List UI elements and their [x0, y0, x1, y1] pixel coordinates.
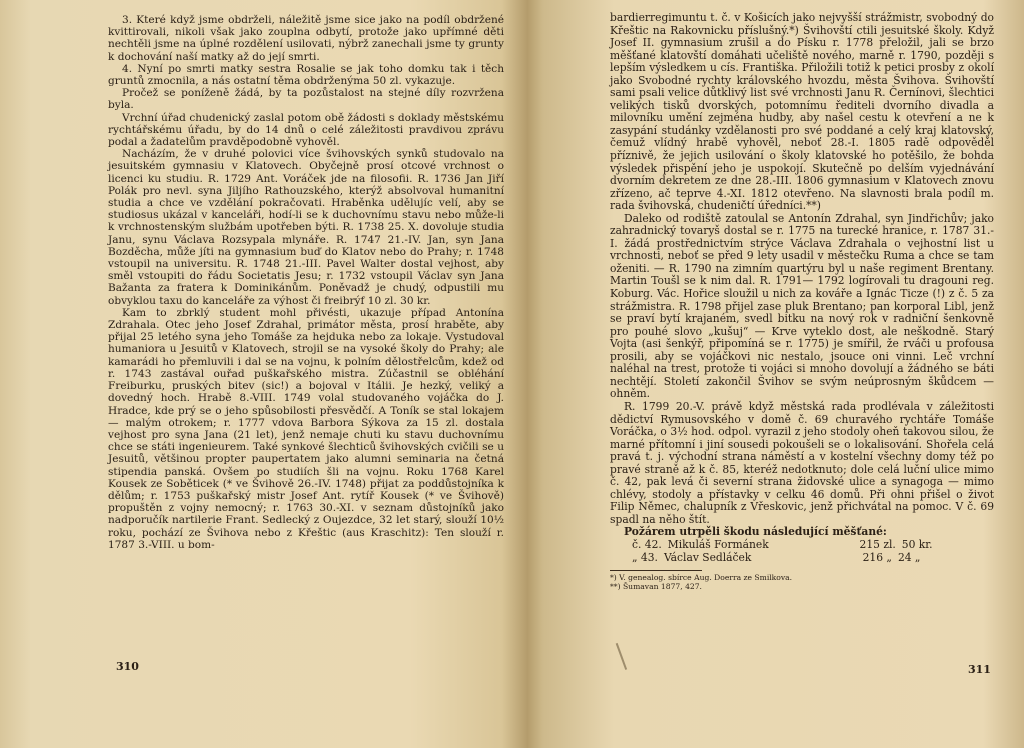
damage-row	[610, 539, 994, 552]
paragraph: 4. Nyní po smrti matky sestra Rosalie se jak toho domku tak i těch gruntů zmocnila, a nás ostatní těma obdrženýma 50 zl. vykazuje.	[108, 62, 504, 88]
paragraph: 3. Které když jsme obdrželi, náležitě jsme sice jako na podíl obdržené kvittirovali, nikoli však jako zouplna odbytí, protože jako upřímné děti nechtěli jsme na úplné rozdělení usilovati, nýbrž zanechali jsme ty grunty k dochování naší matky až do její smrti.	[108, 14, 504, 63]
footnote: *) V. genealog. sbírce Aug. Doerra ze Smilkova.	[610, 573, 793, 583]
page-number-left: 310	[116, 660, 139, 673]
footnote: **) Šumavan 1877, 427.	[610, 582, 702, 592]
damage-kr: 50 kr.	[901, 537, 933, 551]
damage-kr: 24 „	[897, 550, 921, 564]
paragraph: Kam to zbrklý student mohl přivésti, ukazuje případ Antonína Zdrahala. Otec jeho Josef Zdrahal, primátor města, prosí hraběte, aby přijal 25 letého syna jeho Tomáše za hejduka nebo za lokaje. Vystudoval humaniora u Jesuitů v Klatovech, strojil se na vysoké školy do Prahy; ale kamarádi ho přemluvili i dal se na vojnu, k polním dělostřelcům, kdež od r. 1743 zastával ouřad puškařského mistra. Zúčastnil se obléhání Freiburku, pruských bitev (sic!) a bojoval v Itálii. Je hezký, veliký a dovedný hoch. Hrabě 8.-VIII. 1749 volal studovaného vojáčka do J. Hradce, kde prý se o jeho spůsobilosti přesvědčí. A Toník se stal lokajem — malým otrokem; r. 1777 vdova Barbora Sýkova za 15 zl. dostala vejhost pro syna Jana (21 let), jenž nemaje chuti ku stavu duchovnímu chce se státi ingenieurem. Také synkové šlechticů švihovských cvičili se u Jesuitů, většinou propter paupertatem jako alumni seminaria na četná stipendia panská. Ovšem po studiích šli na vojnu. Roku 1768 Karel Kousek ze Soběticek (* ve Švihově 26.-IV. 1748) přijat za poddůstojníka k dělům; r. 1753 puškařský mistr Josef Ant. rytíř Kousek (* ve Švihově) propuštěn z vojny nemocný; r. 1763 30.-XI. v seznam důstojníků jako nadporučík nartilerie Frant. Sedlecký z Oujezdce, 32 let starý, slouží 10½ roku, pochází ze Švihova nebo z Křeštic (aus Kraschitz): Ten slouží r. 1787 3.-VIII. u bom-	[108, 306, 504, 551]
paragraph: bardierregimuntu t. č. v Košicích jako nejvyšší strážmistr, svobodný do Křeštic na Rakovnicku příslušný.*) Švihovští ctili jesuitské školy. Když Josef II. gymnasium zrušil a do Písku r. 1778 přeložil, jali se brzo měšťané klatovští domáhati učeliště nového, marně r. 1790, později s lepším výsledkem u cís. Františka. Přiložili totiž k petici prosby z okolí jako Svobodné rychty královského hvozdu, města Švihova. Švihovští sami psali velice důtklivý list své vrchnosti Janu R. Černínovi, šlechtici velikých tisků dvorských, potomnímu řediteli dvorního divadla a milovníku umění zejména hudby, aby našel cestu k otevření a ne k zasypání studánky vzdělanosti pro své poddané a celý kraj klatovský, čemuž vlídný hrabě vyhověl, neboť 28.-I. 1805 radě odpověděl příznivě, že jejich usilování o školy klatovské ho potěšilo, že bohda výsledek přispění jeho je uspokojí. Skutečně po delším vyjednávání dvorním dekretem ze dne 28.-III. 1806 gymnasium v Klatovech znovu zřízeno, ač teprve 4.-XI. 1812 otevřeno. Na slavnosti brala podíl m. rada švihovská, chudeničtí úředníci.**)	[610, 11, 994, 213]
owner-name: Václav Sedláček	[663, 550, 752, 564]
footnote-divider	[610, 570, 702, 571]
right-text-column	[610, 12, 994, 591]
right-page	[538, 0, 1024, 748]
damage-zl: 215 zl.	[859, 537, 896, 551]
damage-zl: 216 „	[862, 550, 892, 564]
paragraph: Pročež se poníženě žádá, by ta pozůstalost na stejné díly rozvržena byla.	[108, 87, 504, 112]
damage-row	[610, 552, 994, 565]
page-number-right: 311	[968, 663, 991, 676]
owner-name: Mikuláš Formánek	[667, 537, 769, 551]
house-number: č. 42.	[632, 537, 662, 551]
house-number: „ 43.	[632, 550, 658, 564]
paragraph: Nacházím, že v druhé polovici více švihovských synků studovalo na jesuitském gymnasiu v Klatovech. Obyčejně prosí otcové vrchnost o licenci ku studiu. R. 1729 Ant. Voráček jde na filosofii. R. 1736 Jan Jiří Polák pro nevl. syna Jiljího Rathouzského, kterýž absolvoval humanitní studia a chce ve vzdělání pokračovati. Hraběnka udělujíc velí, aby se studiosus ukázal v kanceláři, hodí-li se k duchovnímu stavu nebo může-li k vrchnostenským službám upotřeben býti. R. 1738 25. X. dovoluje studia Janu, synu Václava Rozsypala mlynáře. R. 1747 21.-IV. Jan, syn Jana Bozděcha, může jíti na gymnasium buď do Klatov nebo do Prahy; r. 1748 vstoupil na universitu. R. 1748 21.-III. Pavel Walter dostal vejhost, aby směl vstoupiti do řádu Societatis Jesu; r. 1732 vstoupil Václav syn Jana Bažanta za fratera k Dominikánům. Poněvadž je chudý, odpustili mu obvyklou taxu do kanceláře za výhost či freibrýf 10 zl. 30 kr.	[108, 148, 504, 307]
footnotes	[610, 573, 994, 591]
left-text-column	[108, 14, 504, 551]
paragraph: Vrchní úřad chudenický zaslal potom obě žádosti s doklady městskému rychtářskému úřadu, by do 14 dnů o celé záležitosti pravdivou zprávu podal a žadatelům pravděpodobně vyhověl.	[108, 111, 504, 149]
paragraph: R. 1799 20.-V. právě když městská rada prodlévala v záležitosti dědictví Rymusovského v domě č. 69 churavého rychtáře Tomáše Voráčka, o 3½ hod. odpol. vyrazil z jeho stodoly oheň takovou silou, že marné přítomní i jiní sousedi pokoušeli se o lokalisování. Shořela celá pravá t. j. východní strana náměstí a v kostelní všechny domy též po pravé straně až k č. 85, kteréž nedotknuto; dole celá luční ulice mimo č. 42, pak levá či severní strana židovské ulice a synagoga — mimo chlévy, stodoly a přístavky v celku 46 domů. Při ohni přišel o život Filip Němec, chalupník z Vřeskovic, jenž přichvátal na pomoc. V č. 69 spadl na něho štít.	[610, 399, 994, 526]
damage-heading: Požárem utrpěli škodu následující měšťané:	[624, 525, 887, 539]
paragraph: Daleko od rodiště zatoulal se Antonín Zdrahal, syn Jindřichův; jako zahradnický tovaryš dostal se r. 1775 na turecké hranice, r. 1787 31.-I. žádá prostřednictvím strýce Václava Zdrahala o vejhostní list u vrchnosti, neboť se před 9 lety usadil v městečku Ruma a chce se tam oženiti. — R. 1790 na zimním quartýru byl u naše regiment Brentany. Martin Toušl se k nim dal. R. 1791— 1792 logírovali tu dragouni reg. Koburg. Vác. Hořice sloužil u nich za kováře a Ignác Ticze (!) z č. 5 za strážmistra. R. 1798 přijel zase pluk Brentano; pan korporal Libl, jenž se praví bytí krajaném, svedl bitku na nový rok v radniční šenkovně pro pouhé slovo „kušuj“ — Krve vyteklo dost, ale neškodně. Starý Vojta (asi šenkýř, připomíná se r. 1775) je smířil, že rváči u profousa prosili, aby se vojáčkovi nic nestalo, jsouce oni vinni. Leč vrchní naléhal na trest, protože ti vojáci si mnoho dovolují a žádného se báti nechtějí. Století zakončil Švihov se svým neúprosným škůdcem — ohněm.	[610, 211, 994, 401]
